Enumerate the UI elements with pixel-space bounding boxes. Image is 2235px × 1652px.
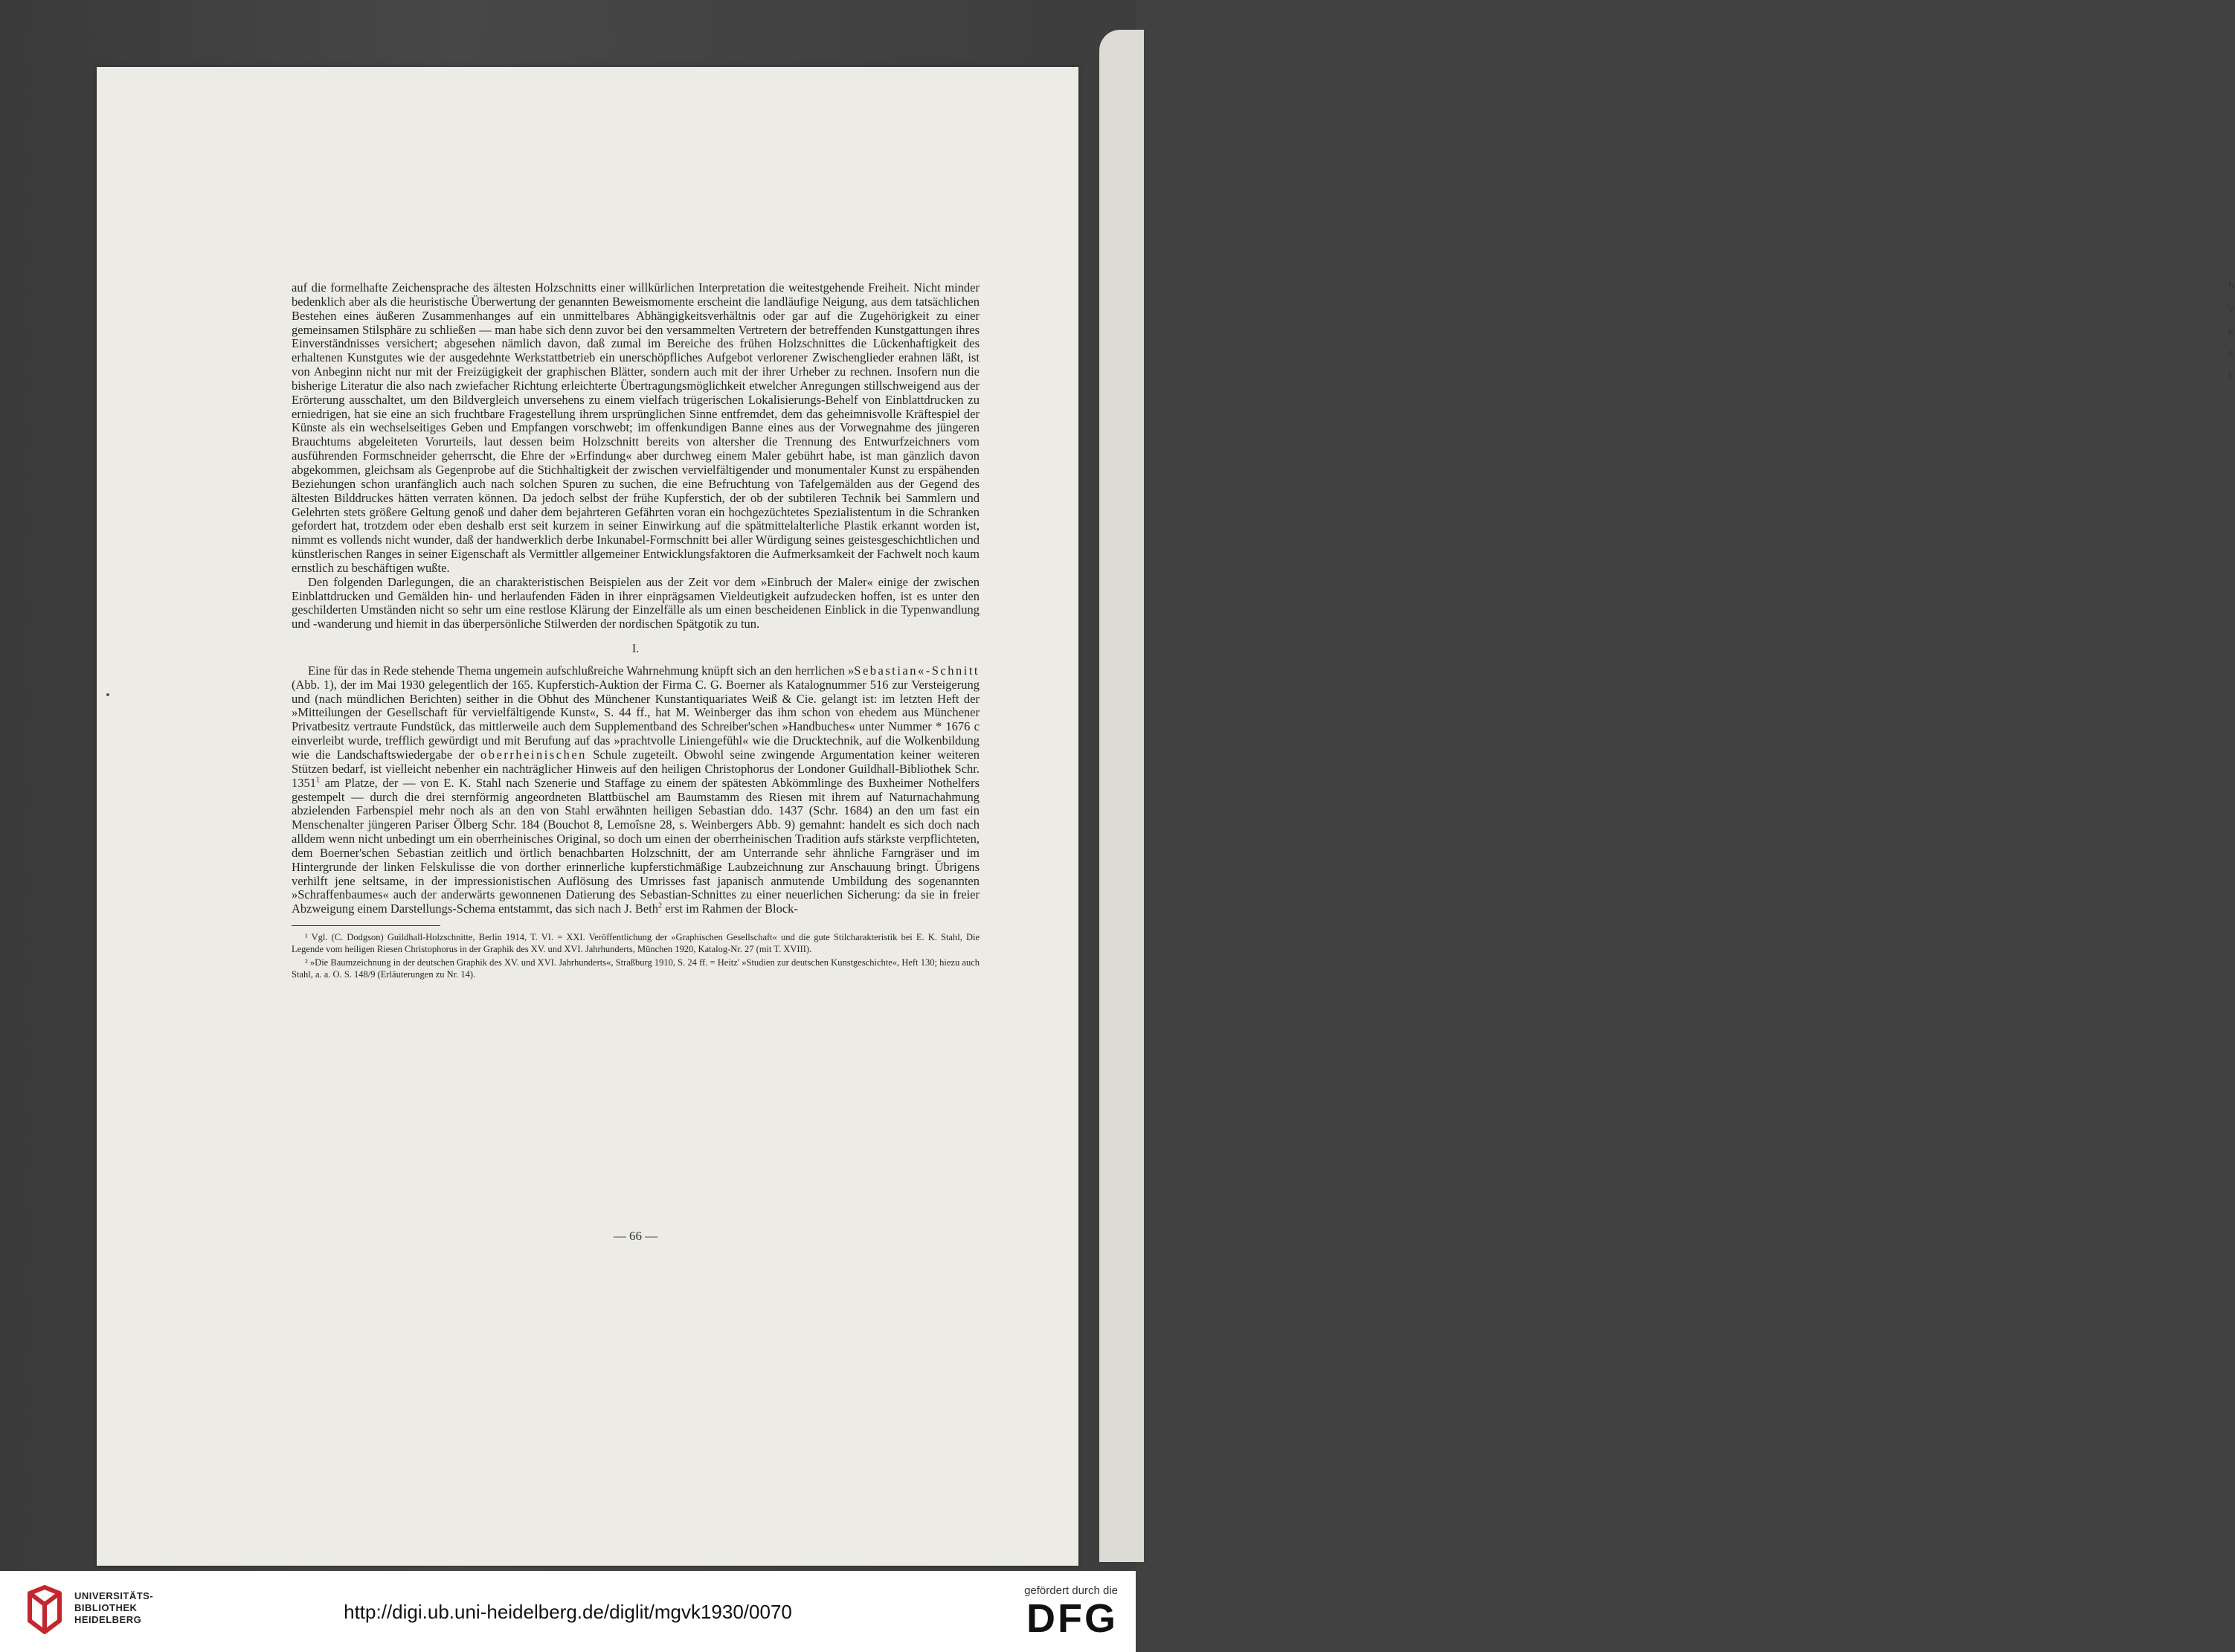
spaced-title: Sebastian«-Schnitt (854, 663, 980, 678)
section-numeral: I. (631, 643, 640, 656)
paragraph-3-part-d: erst im Rahmen der Block- (662, 901, 798, 916)
paragraph-3-part-b: Schule zugeteilt. Obwohl seine zwingende Argumentation keiner weiteren Stützen bedarf, ist vielleicht nebenher ein nachträglicher Hinweis auf den heiligen Christophorus der Londoner Guildhall-Bibliothek Schr. 1351 (292, 748, 980, 790)
edge-letters: b v e a l (2228, 280, 2234, 382)
footnote-rule (292, 925, 440, 926)
text-block (292, 281, 980, 983)
footnote-2: ² »Die Baumzeichnung in der deutschen Graphik des XV. und XVI. Jahrhunderts«, Straßburg 1910, S. 24 ff. = Heitz' »Studien zur deutschen Kunstgeschichte«, Heft 130; hiezu auch Stahl, a. a. O. S. 148/9 (Erläuterungen zu Nr. 14). (292, 957, 980, 980)
footnote-ref-1: 1 (316, 776, 320, 785)
library-logo-line-2: BIBLIOTHEK (74, 1602, 138, 1613)
footnote-ref-2: 2 (658, 901, 663, 910)
footnote-1: ¹ Vgl. (C. Dodgson) Guildhall-Holzschnitte, Berlin 1914, T. VI. = XXI. Veröffentlichung der »Graphischen Gesellschaft« und die gute Stilcharakteristik bei E. K. Stahl, Die Legende vom heiligen Riesen Christophorus in der Graphik des XV. und XVI. Jahrhunderts, München 1920, Katalog-Nr. 27 (mit T. XVIII). (292, 932, 980, 954)
funding-label: gefördert durch die (1024, 1584, 1118, 1597)
dfg-credit (1024, 1584, 1118, 1640)
dfg-logo: DFG (1026, 1596, 1118, 1641)
library-logo-line-3: HEIDELBERG (74, 1614, 142, 1625)
margin-mark (106, 693, 109, 696)
spaced-region: oberrheinischen (480, 748, 587, 762)
library-logo-line-1: UNIVERSITÄTS- (74, 1590, 154, 1601)
next-page-edge (1099, 30, 2234, 1562)
paragraph-3 (292, 664, 980, 916)
paragraph-3-part-a: (Abb. 1), der im Mai 1930 gelegentlich der 165. Kupferstich-Auktion der Firma C. G. Boerner als Katalognummer 516 zur Versteigerung und (nach mündlichen Berichten) seither in die Obhut des Münchener Kunstantiquariates Weiß & Cie. gelangt ist: im letzten Heft der »Mitteilungen der Gesellschaft für vervielfältigende Kunst«, S. 44 ff., hat M. Weinberger das ihm schon von ehedem aus Münchener Privatbesitz vertraute Fundstück, das mittlerweile auch dem Supplementband des Schreiber'schen »Handbuches« unter Nummer * 1676 c einverleibt wurde, trefflich gewürdigt und mit Berufung auf das »prachtvolle Liniengefühl« wie die Drucktechnik, auf die Wolkenbildung wie die Landschaftswiedergabe der (292, 677, 980, 762)
paragraph-2: Den folgenden Darlegungen, die an charakteristischen Beispielen aus der Zeit vor dem »Einbruch der Maler« einige der zwischen Einblattdrucken und Gemälden hin- und herlaufenden Fäden in ihrer einprägsamen Vieldeutigkeit aufzudecken hoffen, ist es unter den geschilderten Umständen nicht so sehr um eine restlose Klärung der Einzelfälle als um einen bescheidenen Einblick in die Typenwandlung und -wanderung und hiemit in das überpersönliche Stilwerden der nordischen Spätgotik zu tun. (292, 574, 980, 631)
paragraph-3-part-c: am Platze, der — von E. K. Stahl nach Szenerie und Staffage zu einem der spätesten Abkömmlinge des Buxheimer Nothelfers gestempelt — durch die drei sternförmig angeordneten Blattbüschel am Baumstamm des Riesen mit ihrem auf Naturnachahmung abzielenden Farbenspiel mehr noch als an den von Stahl erwähnten heiligen Sebastian ddo. 1437 (Schr. 1684) an den um fast ein Menschenalter jüngeren Pariser Ölberg Schr. 184 (Bouchot 8, Lemoîsne 28, s. Weinbergers Abb. 9) gemahnt: handelt es sich doch nach alldem wenn nicht unbedingt um ein oberrheinisches Original, so doch um einen der oberrheinischen Tradition aufs stärkste verpflichteten, dem Boerner'schen Sebastian zeitlich und örtlich benachbarten Holzschnitt, der am Unterrande sehr ähnliche Farngräser und im Hintergrunde der linken Felskulisse die von dorther erinnerliche kupferstichmäßige Laubzeichnung zur Anschauung bringt. Übrigens verhilft jene seltsame, in der impressionistischen Auflösung des Umrisses fast japanisch anmutende Umbildung des sogenannten »Schraffenbaumes« auch der anderwärts gewonnenen Datierung des Sebastian-Schnittes zu einer neuerlichen Sicherung: da sie in freier Abzweigung einem Darstellungs-Schema entstammt, das sich nach J. Beth (292, 775, 980, 916)
footnotes (292, 932, 980, 980)
footer-bar (0, 1571, 1136, 1652)
permalink-url[interactable]: http://digi.ub.uni-heidelberg.de/diglit/mgvk1930/0070 (344, 1601, 792, 1623)
paragraph-3-intro: Eine für das in Rede stehende Thema ungemein aufschlußreiche Wahrnehmung knüpft sich an den herrlichen » (308, 663, 855, 678)
page-number: — 66 — (613, 1229, 658, 1243)
paragraph-1: auf die formelhafte Zeichensprache des ältesten Holzschnitts einer willkürlichen Interpretation die weitestgehende Freiheit. Nicht minder bedenklich aber als die heuristische Überwertung der genannten Beweismomente erscheint die landläufige Neigung, aus dem tatsächlichen Bestehen eines äußeren Zusammenhanges auf ein unmittelbares Abhängigkeitsverhältnis oder gar auf die Zugehörigkeit zu einer gemeinsamen Stilsphäre zu schließen — man habe sich denn zuvor bei den versammelten Vertretern der betreffenden Kunstgattungen ihres Einverständnisses versichert; abgesehen nämlich davon, daß zumal im Bereiche des frühen Holzschnittes die Lückenhaftigkeit des erhaltenen Kunstgutes wie der ausgedehnte Werkstattbetrieb ein unerschöpfliches Aufgebot verlorener Zwischenglieder erahnen läßt, ist von Anbeginn nicht nur mit der Freizügigkeit der graphischen Blätter, sondern auch mit der ihrer Urheber zu rechnen. Insofern nun die bisherige Literatur die also nach zwiefacher Richtung erleichterte Übertragungsmöglichkeit etwelcher Anregungen stillschweigend aus der Erörterung ausschaltet, um den Bildvergleich unversehens zu einem vielfach trügerischen Lokalisierungs-Behelf von Einblattdrucken zu erniedrigen, hat sie eine an sich fruchtbare Fragestellung ihrem ursprünglichen Sinne entfremdet, dem das geheimnisvolle Kräftespiel der Künste als ein wechselseitiges Geben und Empfangen vorschwebt; im offenkundigen Banne eines aus der Vorwegnahme des jüngeren Brauchtums abgeleiteten Vorurteils, laut dessen beim Holzschnitt bereits von altersher die Trennung des Entwurfzeichners vom ausführenden Formschneider geherrscht, die Ehre der »Erfindung« aber durchweg einem Maler gebührt habe, ist man gänzlich davon abgekommen, gleichsam als Gegenprobe auf die Stichhaltigkeit der zwischen vervielfältigender und monumentaler Kunst zu erspähenden Beziehungen schon uranfänglich auch nach solchen Spuren zu suchen, die eine Befruchtung von Tafelgemälden aus der Gegend des ältesten Bilddruckes hätten verraten können. Da jedoch selbst der frühe Kupferstich, der ob der subtileren Technik bei Sammlern und Gelehrten stets größere Geltung genoß und daher dem bejahrteren Gefährten voran ein hochgezüchtetes Spezialistentum in die Schranken gefordert hat, trotzdem oder eben deshalb erst seit kurzem in seiner Einwirkung auf die spätmittelalterliche Plastik erkannt worden ist, nimmt es vollends nicht wunder, daß der handwerklich derbe Inkunabel-Formschnitt bei aller Würdigung seines geistesgeschichtlichen und künstlerischen Ranges in seiner Eigenschaft als Vermittler allgemeiner Entwicklungsfaktoren die Aufmerksamkeit der Fachwelt noch kaum ernstlich zu beschäftigen wußte. (292, 280, 980, 575)
